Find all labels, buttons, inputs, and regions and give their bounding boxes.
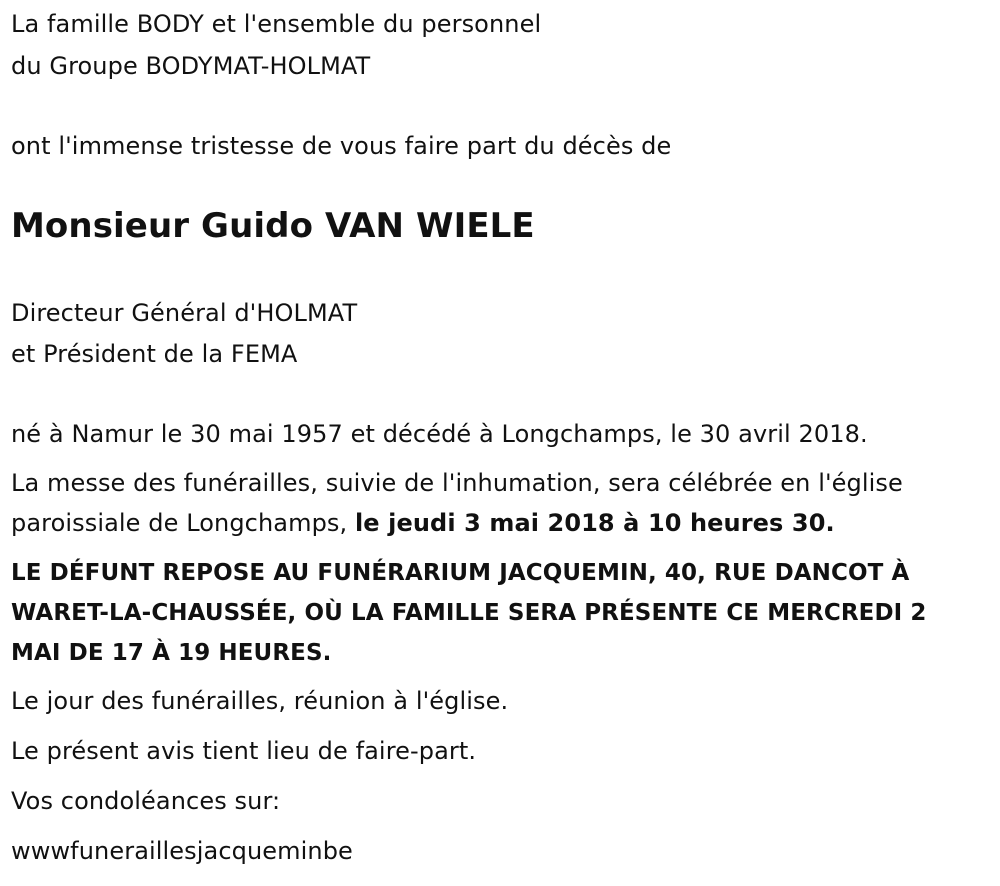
meeting-info: Le jour des funérailles, réunion à l'église.: [11, 687, 509, 715]
funeral-location: paroissiale de Longchamps,: [11, 509, 355, 537]
intro-line-group: du Groupe BODYMAT-HOLMAT: [11, 52, 371, 80]
visitation-line-1: LE DÉFUNT REPOSE AU FUNÉRARIUM JACQUEMIN, 40, RUE DANCOT À: [11, 560, 910, 586]
birth-death-dates: né à Namur le 30 mai 1957 et décédé à Longchamps, le 30 avril 2018.: [11, 420, 868, 448]
funeral-line-2: [11, 503, 835, 543]
intro-line-announcement: ont l'immense tristesse de vous faire part du décès de: [11, 132, 672, 160]
funeral-datetime: le jeudi 3 mai 2018 à 10 heures 30.: [354, 509, 835, 537]
deceased-title-president: et Président de la FEMA: [11, 340, 298, 368]
notice-info: Le présent avis tient lieu de faire-part.: [11, 737, 477, 765]
intro-line-family: La famille BODY et l'ensemble du personnel: [11, 10, 542, 38]
deceased-title-director: Directeur Général d'HOLMAT: [11, 299, 358, 327]
visitation-line-3: MAI DE 17 À 19 HEURES.: [11, 640, 332, 666]
funeral-line-1: La messe des funérailles, suivie de l'inhumation, sera célébrée en l'église: [11, 469, 903, 497]
deceased-name: Monsieur Guido VAN WIELE: [11, 206, 535, 246]
condolences-website: wwwfuneraillesjacqueminbe: [11, 837, 353, 865]
condolences-label: Vos condoléances sur:: [11, 787, 281, 815]
visitation-line-2: WARET-LA-CHAUSSÉE, OÙ LA FAMILLE SERA PRÉSENTE CE MERCREDI 2: [11, 600, 927, 626]
